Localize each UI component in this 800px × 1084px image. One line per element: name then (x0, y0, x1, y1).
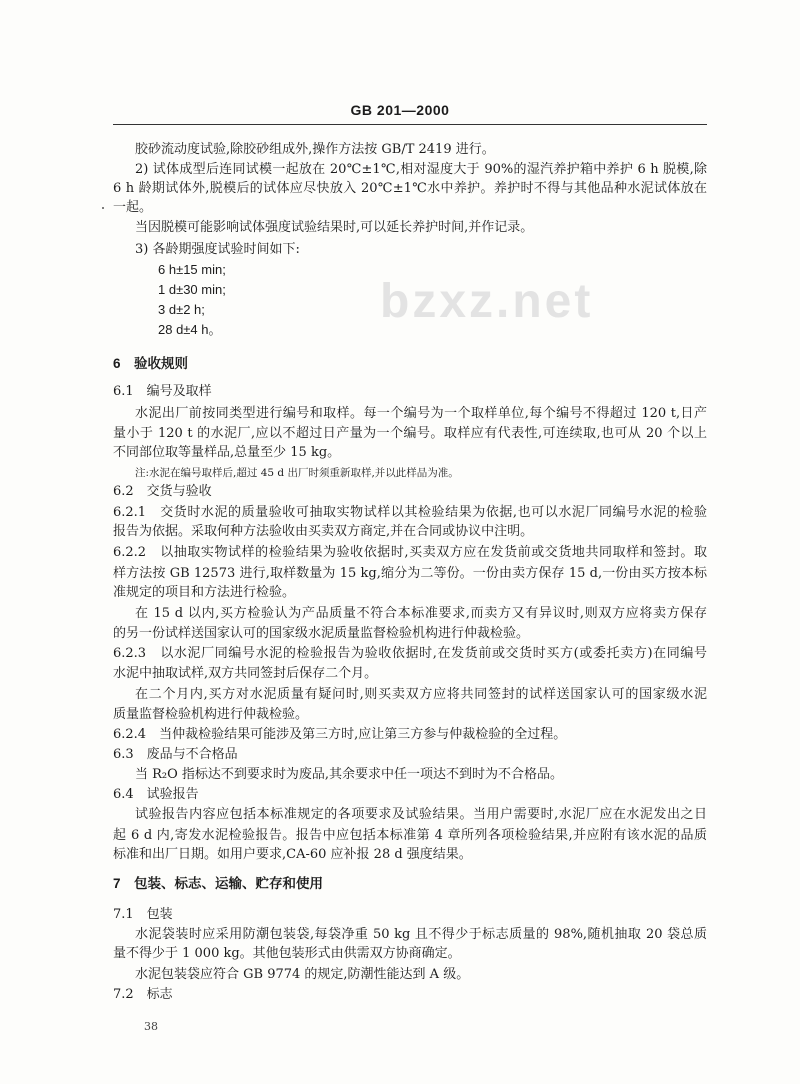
list-item-3: 3) 各龄期强度试验时间如下: (135, 242, 300, 257)
clause-6-2-3: 6.2.3 以水泥厂同编号水泥的检验报告为验收依据时,在发货前或交货时买方(或委托卖方)在同编号 (113, 646, 707, 661)
paragraph-line: 水泥出厂前按同类型进行编号和取样。每一个编号为一个取样单位,每个编号不得超过 120 t,日产 (135, 406, 707, 421)
paragraph-line: 一起。 (113, 200, 153, 215)
paragraph-line: 在二个月内,买方对水泥质量有疑问时,则买卖双方应将共同签封的试样送国家认可的国家级水泥 (135, 687, 707, 702)
paragraph-line: 胶砂流动度试验,除胶砂组成外,操作方法按 GB/T 2419 进行。 (135, 142, 495, 157)
paragraph-line: 量小于 120 t 的水泥厂,应以不超过日产量为一个编号。取样应有代表性,可连续取,也可从 20 个以上 (113, 426, 707, 441)
paragraph-line: 标准和出厂日期。如用户要求,CA-60 应补报 28 d 强度结果。 (113, 847, 472, 862)
paragraph-line: 在 15 d 以内,买方检验认为产品质量不符合本标准要求,而卖方又有异议时,则双方应将卖方保存 (135, 606, 707, 621)
age-item: 3 d±2 h; (158, 302, 205, 317)
section-heading-6: 6 验收规则 (113, 356, 189, 371)
paragraph-line: 质量监督检验机构进行仲裁检验。 (113, 707, 309, 722)
age-item: 6 h±15 min; (158, 262, 226, 277)
running-header: GB 201—2000 (350, 102, 450, 118)
paragraph-line: 量不得少于 1 000 kg。其他包装形式由供需双方协商确定。 (113, 946, 461, 961)
paragraph-line: 报告为依据。采取何种方法验收由买卖双方商定,并在合同或协议中注明。 (113, 524, 534, 539)
paragraph-line: 当因脱模可能影响试体强度试验结果时,可以延长养护时间,并作记录。 (135, 220, 534, 235)
page-number: 38 (144, 1020, 158, 1033)
clause-heading-7-1: 7.1 包装 (113, 907, 173, 922)
paragraph-line: 6 h 龄期试体外,脱模后的试体应尽快放入 20℃±1℃水中养护。养护时不得与其他品种水泥试体放在 (113, 181, 707, 196)
clause-heading-6-1: 6.1 编号及取样 (113, 384, 212, 399)
clause-6-2-2: 6.2.2 以抽取实物试样的检验结果为验收依据时,买卖双方应在发货前或交货地共同取样和签封。取 (113, 545, 707, 560)
paragraph-line: 水泥中抽取试样,双方共同签封后保存二个月。 (113, 666, 378, 681)
section-heading-7: 7 包装、标志、运输、贮存和使用 (113, 876, 324, 891)
paragraph-line: 当 R₂O 指标达不到要求时为废品,其余要求中任一项达不到时为不合格品。 (135, 767, 564, 782)
paragraph-line: 起 6 d 内,寄发水泥检验报告。报告中应包括本标准第 4 章所列各项检验结果,并应附有该水泥的品质 (113, 828, 707, 843)
age-item: 1 d±30 min; (158, 282, 226, 297)
scan-speck (102, 207, 104, 209)
clause-6-2-1: 6.2.1 交货时水泥的质量验收可抽取实物试样以其检验结果为依据,也可以水泥厂同编号水泥的检验 (113, 505, 707, 520)
paragraph-line: 水泥包装袋应符合 GB 9774 的规定,防潮性能达到 A 级。 (135, 967, 470, 982)
clause-heading-7-2: 7.2 标志 (113, 987, 173, 1002)
paragraph-line: 试验报告内容应包括本标准规定的各项要求及试验结果。当用户需要时,水泥厂应在水泥发出之日 (135, 807, 707, 822)
age-item: 28 d±4 h。 (158, 322, 222, 337)
header-rule (113, 124, 707, 125)
clause-heading-6-4: 6.4 试验报告 (113, 787, 199, 802)
paragraph-line: 水泥袋装时应采用防潮包装袋,每袋净重 50 kg 且不得少于标志质量的 98%,随机抽取 20 袋总质 (135, 927, 707, 942)
list-item-2: 2) 试体成型后连同试模一起放在 20℃±1℃,相对湿度大于 90%的湿汽养护箱中养护 6 h 脱模,除 (135, 162, 707, 177)
clause-heading-6-3: 6.3 废品与不合格品 (113, 747, 238, 762)
watermark: bzxz.net (380, 275, 594, 328)
paragraph-line: 样方法按 GB 12573 进行,取样数量为 15 kg,缩分为二等份。一份由卖方保存 15 d,一份由买方按本标 (113, 566, 707, 581)
clause-6-2-4: 6.2.4 当仲裁检验结果可能涉及第三方时,应让第三方参与仲裁检验的全过程。 (113, 727, 567, 742)
paragraph-line: 的另一份试样送国家认可的国家级水泥质量监督检验机构进行仲裁检验。 (113, 626, 530, 641)
paragraph-line: 不同部位取等量样品,总量至少 15 kg。 (113, 445, 341, 460)
paragraph-line: 准规定的项目和方法进行检验。 (113, 585, 296, 600)
clause-heading-6-2: 6.2 交货与验收 (113, 484, 212, 499)
note-line: 注:水泥在编号取样后,超过 45 d 出厂时须重新取样,并以此样品为准。 (135, 467, 459, 479)
